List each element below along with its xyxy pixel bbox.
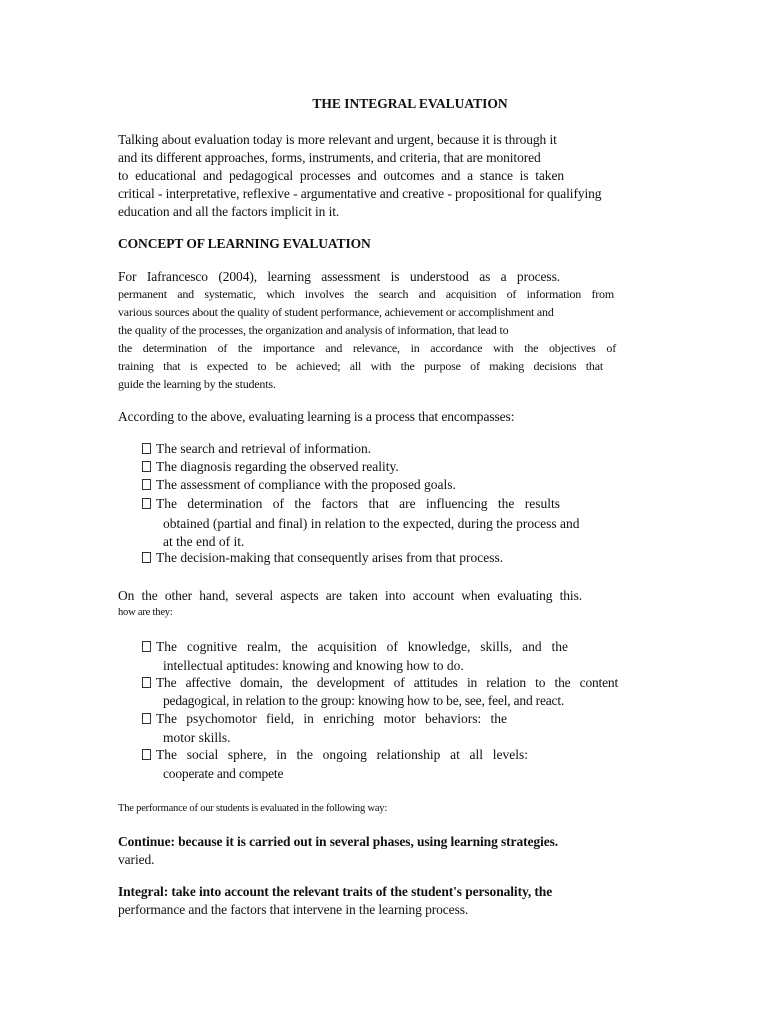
intro-line: and its different approaches, forms, instruments, and criteria, that are monitored [118,150,541,165]
integral-heading: Integral: take into account the relevant traits of the student's personality, the [118,884,553,899]
section-heading-concept: CONCEPT OF LEARNING EVALUATION [118,236,371,251]
concept-line: guide the learning by the students. [118,377,276,391]
intro-line: Talking about evaluation today is more relevant and urgent, because it is through it [118,132,557,147]
concept-line: training that is expected to be achieved; all with the purpose of making decisions that [118,359,603,373]
list-item: The affective domain, the development of attitudes in relation to the content [142,674,618,692]
concept-line: various sources about the quality of student performance, achievement or accomplishment and [118,305,554,319]
list-item: The search and retrieval of information. [142,440,371,458]
checkbox-bullet-icon [142,552,151,563]
intro-line: to educational and pedagogical processes and outcomes and a stance is taken [118,168,564,183]
encompass-intro: According to the above, evaluating learning is a process that encompasses: [118,409,515,424]
list-item: The diagnosis regarding the observed reality. [142,458,399,476]
list-item: The determination of the factors that are influencing the results [142,495,560,513]
checkbox-bullet-icon [142,498,151,509]
performance-intro: The performance of our students is evaluated in the following way: [118,803,388,814]
checkbox-bullet-icon [142,461,151,472]
continue-text: varied. [118,852,155,867]
list-item-continuation: motor skills. [163,730,231,745]
continue-heading: Continue: because it is carried out in several phases, using learning strategies. [118,834,559,849]
intro-line: education and all the factors implicit in it. [118,204,340,219]
checkbox-bullet-icon [142,641,151,652]
concept-line: For Iafrancesco (2004), learning assessment is understood as a process. [118,269,560,284]
checkbox-bullet-icon [142,749,151,760]
list-item: The cognitive realm, the acquisition of knowledge, skills, and the [142,638,568,656]
list-item-continuation: pedagogical, in relation to the group: knowing how to be, see, feel, and react. [163,693,565,708]
intro-line: critical - interpretative, reflexive - argumentative and creative - propositional for qualifying [118,186,602,201]
checkbox-bullet-icon [142,443,151,454]
concept-line: the quality of the processes, the organization and analysis of information, that lead to [118,323,509,337]
aspects-intro: On the other hand, several aspects are taken into account when evaluating this. [118,588,582,603]
list-item-continuation: at the end of it. [163,534,245,549]
integral-text: performance and the factors that intervene in the learning process. [118,902,469,917]
list-item: The decision-making that consequently arises from that process. [142,549,503,567]
concept-line: the determination of the importance and relevance, in accordance with the objectives of [118,341,616,355]
list-item-continuation: intellectual aptitudes: knowing and knowing how to do. [163,658,464,673]
list-item: The social sphere, in the ongoing relationship at all levels: [142,746,528,764]
checkbox-bullet-icon [142,479,151,490]
document-title: THE INTEGRAL EVALUATION [312,96,508,111]
checkbox-bullet-icon [142,677,151,688]
list-item: The psychomotor field, in enriching motor behaviors: the [142,710,507,728]
list-item: The assessment of compliance with the proposed goals. [142,476,456,494]
concept-line: permanent and systematic, which involves the search and acquisition of information from [118,287,614,301]
list-item-continuation: cooperate and compete [163,766,284,781]
checkbox-bullet-icon [142,713,151,724]
aspects-intro-2: how are they: [118,607,173,618]
list-item-continuation: obtained (partial and final) in relation to the expected, during the process and [163,516,580,531]
